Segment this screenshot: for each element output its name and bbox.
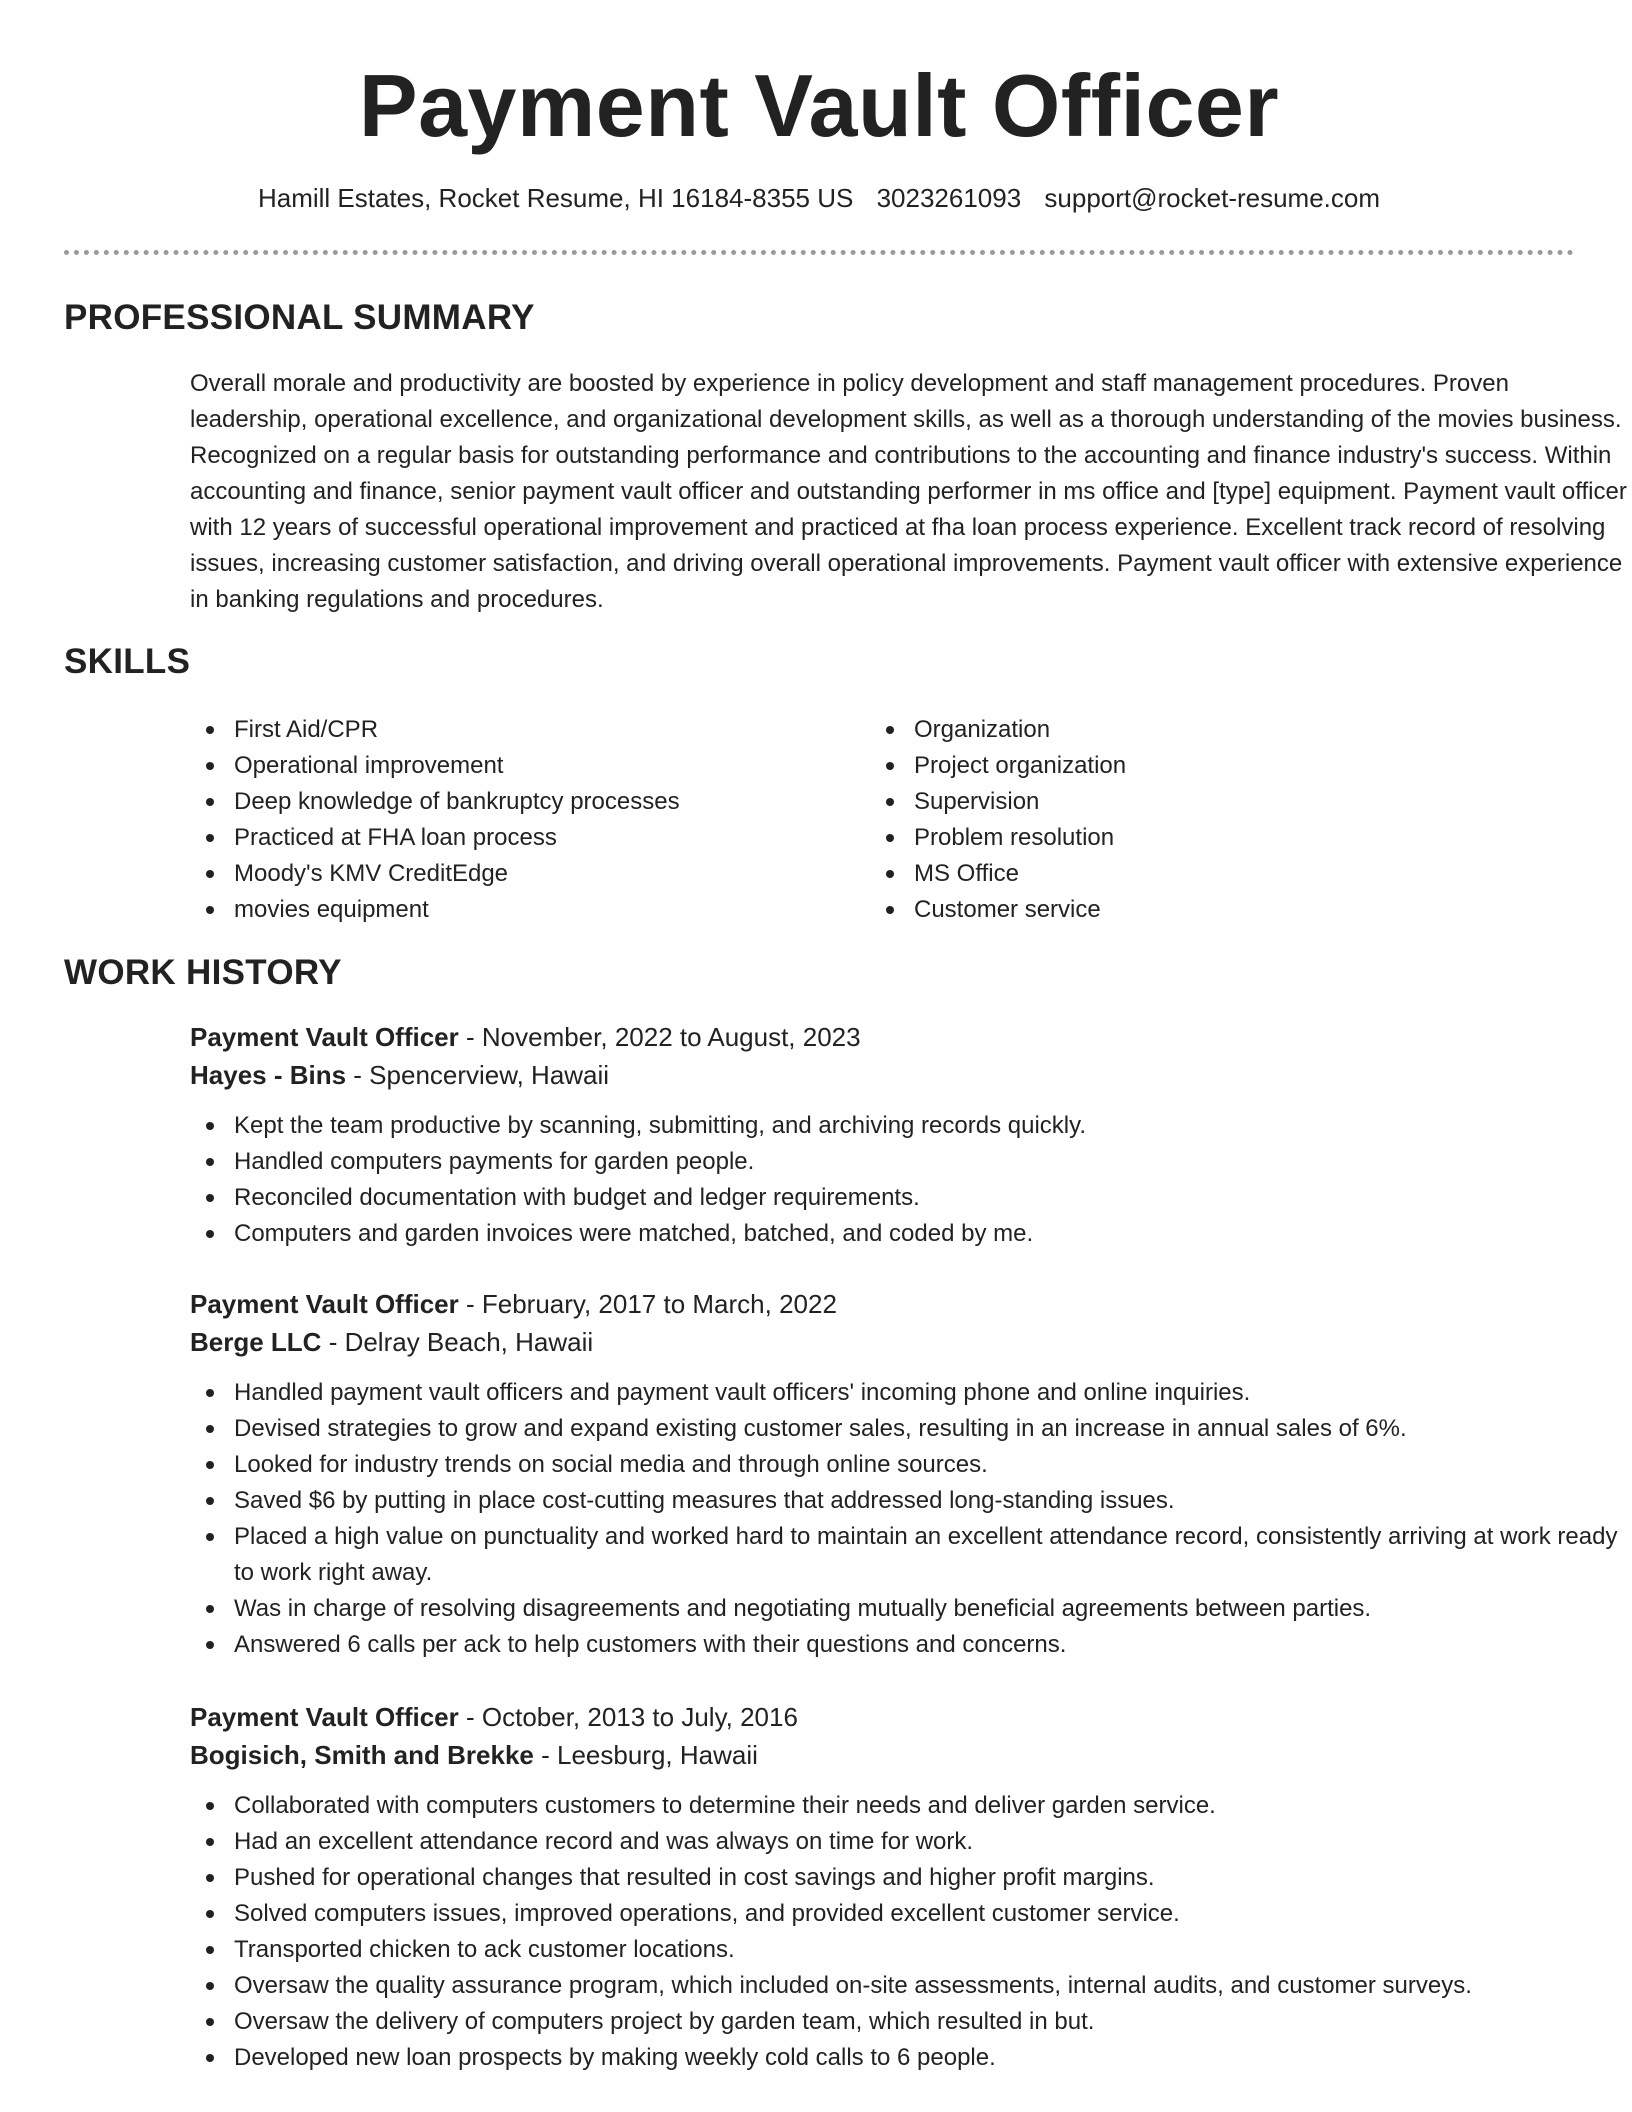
skill-item: Organization [870, 712, 1530, 748]
skills-heading: SKILLS [64, 642, 191, 681]
job-role: Payment Vault Officer [190, 1289, 459, 1319]
job-dates: - October, 2013 to July, 2016 [458, 1702, 798, 1732]
job-bullet: Kept the team productive by scanning, submitting, and archiving records quickly. [190, 1108, 1630, 1144]
contact-email: support@rocket-resume.com [1044, 183, 1381, 213]
job-title-line [190, 1018, 1630, 1056]
skill-item: Practiced at FHA loan process [190, 820, 850, 856]
job-bullets [190, 1108, 1630, 1252]
job-entry [190, 1018, 1630, 1252]
job-bullet: Handled payment vault officers and payment vault officers' incoming phone and online inquiries. [190, 1375, 1630, 1411]
job-bullet: Oversaw the quality assurance program, which included on-site assessments, internal audits, and customer surveys. [190, 1968, 1630, 2004]
job-bullet: Developed new loan prospects by making weekly cold calls to 6 people. [190, 2040, 1630, 2076]
job-company: Berge LLC [190, 1327, 322, 1357]
skill-item: movies equipment [190, 892, 850, 928]
job-bullet: Was in charge of resolving disagreements and negotiating mutually beneficial agreements between parties. [190, 1591, 1630, 1627]
skill-item: Project organization [870, 748, 1530, 784]
skill-item: Supervision [870, 784, 1530, 820]
job-entry [190, 1698, 1630, 2076]
job-bullet: Transported chicken to ack customer locations. [190, 1932, 1630, 1968]
skill-item: Problem resolution [870, 820, 1530, 856]
job-title-line [190, 1698, 1630, 1736]
job-location: - Delray Beach, Hawaii [321, 1327, 594, 1357]
skill-item: Operational improvement [190, 748, 850, 784]
summary-heading: PROFESSIONAL SUMMARY [64, 298, 535, 337]
job-company-line [190, 1056, 1630, 1094]
resume-page [64, 0, 1627, 2071]
skills-list-right [870, 712, 1530, 928]
job-title-line [190, 1285, 1630, 1323]
job-bullet: Pushed for operational changes that resulted in cost savings and higher profit margins. [190, 1860, 1630, 1896]
job-bullet: Collaborated with computers customers to determine their needs and deliver garden service. [190, 1788, 1630, 1824]
skill-item: MS Office [870, 856, 1530, 892]
skill-item: Customer service [870, 892, 1530, 928]
job-entry [190, 1285, 1630, 1663]
job-bullets [190, 1375, 1630, 1663]
contact-address: Hamill Estates, Rocket Resume, HI 16184-8355 US [257, 183, 854, 213]
job-bullet: Looked for industry trends on social media and through online sources. [190, 1447, 1630, 1483]
job-location: - Leesburg, Hawaii [533, 1740, 758, 1770]
header-divider [64, 250, 1574, 255]
summary-text: Overall morale and productivity are boosted by experience in policy development and staff management procedures. Proven leadership, operational excellence, and organizational development skills, as well as a thorough understanding of the movies business. Recognized on a regular basis for outstanding performance and contributions to the accounting and finance industry's success. Within accounting and finance, senior payment vault officer and outstanding performer in ms office and [type] equipment. Payment vault officer with 12 years of successful operational improvement and practiced at fha loan process experience. Excellent track record of resolving issues, increasing customer satisfaction, and driving overall operational improvements. Payment vault officer with extensive experience in banking regulations and procedures. [190, 370, 1627, 613]
job-company-line [190, 1323, 1630, 1361]
job-role: Payment Vault Officer [190, 1702, 459, 1732]
job-bullet: Computers and garden invoices were matched, batched, and coded by me. [190, 1216, 1630, 1252]
skill-item: First Aid/CPR [190, 712, 850, 748]
job-bullet: Reconciled documentation with budget and ledger requirements. [190, 1180, 1630, 1216]
contact-phone: 3023261093 [876, 183, 1022, 213]
job-dates: - November, 2022 to August, 2023 [458, 1022, 861, 1052]
skills-list-left [190, 712, 850, 928]
job-bullet: Answered 6 calls per ack to help customers with their questions and concerns. [190, 1627, 1630, 1663]
job-bullet: Handled computers payments for garden people. [190, 1144, 1630, 1180]
job-bullet: Solved computers issues, improved operations, and provided excellent customer service. [190, 1896, 1630, 1932]
job-company-line [190, 1736, 1630, 1774]
contact-line [64, 181, 1574, 215]
job-location: - Spencerview, Hawaii [346, 1060, 610, 1090]
job-bullets [190, 1788, 1630, 2076]
job-bullet: Had an excellent attendance record and was always on time for work. [190, 1824, 1630, 1860]
skill-item: Deep knowledge of bankruptcy processes [190, 784, 850, 820]
work-history-heading: WORK HISTORY [64, 953, 342, 992]
job-bullet: Placed a high value on punctuality and worked hard to maintain an excellent attendance record, consistently arriving at work ready to work right away. [190, 1519, 1630, 1591]
skill-item: Moody's KMV CreditEdge [190, 856, 850, 892]
job-company: Hayes - Bins [190, 1060, 347, 1090]
job-bullet: Devised strategies to grow and expand existing customer sales, resulting in an increase in annual sales of 6%. [190, 1411, 1630, 1447]
job-bullet: Oversaw the delivery of computers project by garden team, which resulted in but. [190, 2004, 1630, 2040]
job-company: Bogisich, Smith and Brekke [190, 1740, 534, 1770]
job-bullet: Saved $6 by putting in place cost-cutting measures that addressed long-standing issues. [190, 1483, 1630, 1519]
job-dates: - February, 2017 to March, 2022 [458, 1289, 837, 1319]
job-role: Payment Vault Officer [190, 1022, 459, 1052]
resume-name: Payment Vault Officer [358, 56, 1280, 155]
